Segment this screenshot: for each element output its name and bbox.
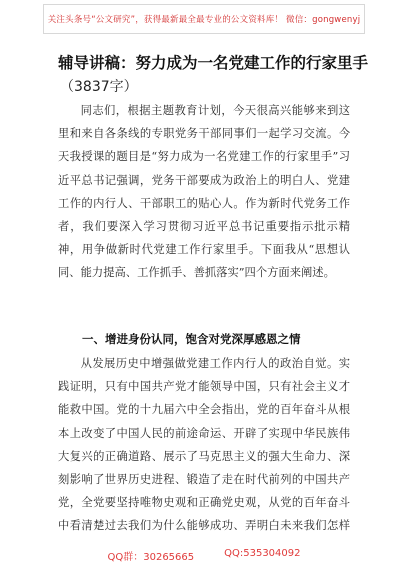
- section-heading-1: 一、增进身份认同，饱含对党深厚感恩之情: [82, 332, 301, 346]
- promo-banner-text: 关注头条号“公文研究”，获得最新最全最专业的公文资料库！ 微信：gongwenyj: [47, 15, 361, 25]
- word-count: （3837字）: [60, 79, 138, 95]
- promo-banner: [43, 4, 365, 34]
- footer-contacts: [0, 548, 408, 563]
- footer-qq-group: QQ群：30265665: [107, 552, 195, 563]
- document-title: 辅导讲稿：努力成为一名党建工作的行家里手: [58, 54, 369, 72]
- intro-paragraph: 同志们，根据主题教育计划，今天很高兴能够来到这里和来自各条线的专职党务干部同事们一起学习交流。今天我授课的题目是“努力成为一名党建工作的行家里手”习近平总书记强调，党务干部要成为政治上的明白人、党建工作的内行人、干部职工的贴心人。作为新时代党务工作者，我们要深入学习贯彻习近平总书记重要指示批示精神，用争做新时代党建工作行家里手。下面我从“思想认同、能力提高、工作抓手、善抓落实”四个方面来阐述。: [58, 104, 350, 280]
- section-1-paragraph: 从发展历史中增强做党建工作内行人的政治自觉。实践证明，只有中国共产党才能领导中国，只有社会主义才能救中国。党的十九届六中全会指出，党的百年奋斗从根本上改变了中国人民的前途命运、开辟了实现中华民族伟大复兴的正确道路、展示了马克思主义的强大生命力、深刻影响了世界历史进程、锻造了走在时代前列的中国共产党，全党要坚持唯物史观和正确党史观，从党的百年奋斗中看清楚过去我们为什么能够成功、弄明白未来我们怎样: [58, 357, 350, 533]
- footer-qq-number: QQ:535304092: [224, 548, 301, 559]
